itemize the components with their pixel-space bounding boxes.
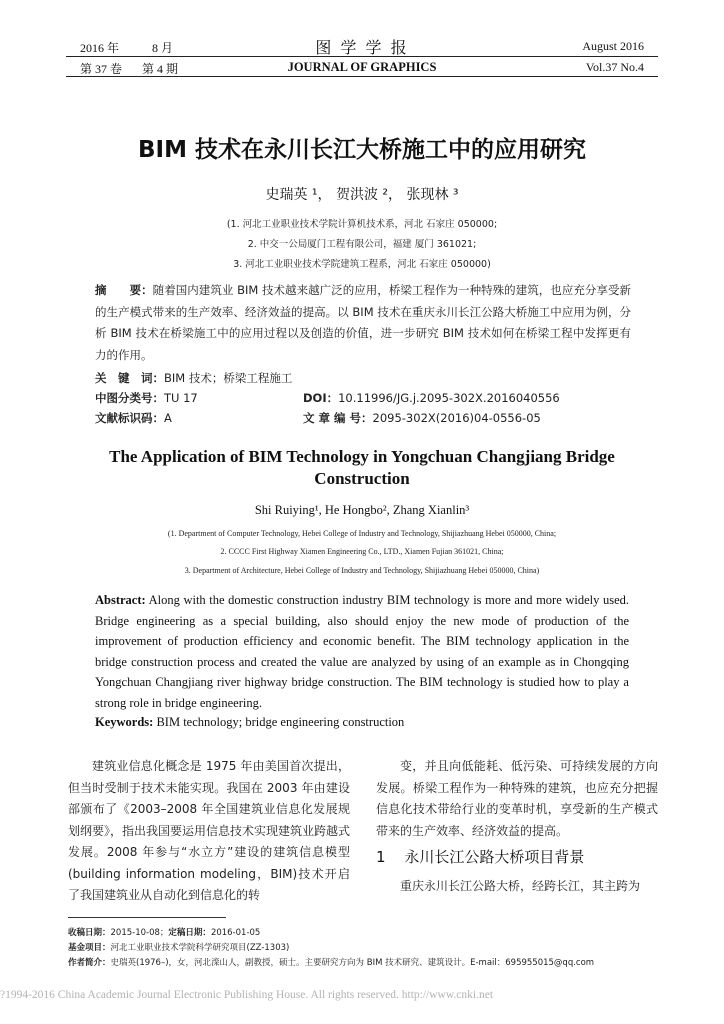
abstract-en-label: Abstract: <box>95 593 146 607</box>
authors-cn: 史瑞英 ¹， 贺洪波 ²， 张现林 ³ <box>265 187 459 203</box>
clc-label: 中图分类号： <box>95 391 164 405</box>
paper-title-en <box>0 446 724 490</box>
article-number-label: 文 章 编 号： <box>303 411 373 425</box>
header-vol-en: Vol.37 No.4 <box>585 60 644 74</box>
footnote-dates <box>68 926 260 938</box>
header-year: 2016 年 <box>80 41 120 55</box>
header-month: 8 月 <box>152 41 174 55</box>
received-label: 收稿日期： <box>68 928 111 938</box>
body-left-column: 建筑业信息化概念是 1975 年由美国首次提出，但当时受制于技术未能实现。我国在 2003 年由建设部颁布了《2003–2008 年全国建筑业信息化发展规划纲要》，指出我国要运用信息技术实现建筑业跨越式发展。2008 年参与“水立方”建设的建筑信息模型(building information modeling，BIM)技术开启了我国建筑业从自动化到信息化的转 <box>68 759 351 902</box>
abstract-en <box>95 590 629 713</box>
abstract-cn-text: 随着国内建筑业 BIM 技术越来越广泛的应用，桥梁工程作为一种特殊的建筑，也应充分享受新的生产模式带来的生产效率、经济效益的提高。以 BIM 技术在重庆永川长江公路大桥施工中应用为例，分析 BIM 技术在桥梁施工中的应用过程以及创造的价值，进一步研究 BIM 技术如何在桥梁工程中发挥更有力的作用。 <box>95 283 632 362</box>
author-bio-label: 作者简介： <box>68 958 111 968</box>
authors-en: Shi Ruiying¹, He Hongbo², Zhang Xianlin³ <box>254 503 470 517</box>
keywords-cn-label: 关 键 词： <box>95 371 164 385</box>
author-bio-text: 史瑞英(1976–)，女，河北滦山人，副教授，硕士。主要研究方向为 BIM 技术研究、建筑设计。E-mail：695955015@qq.com <box>110 958 595 968</box>
journal-title-en: JOURNAL OF GRAPHICS <box>287 60 437 74</box>
final-date: 2016-01-05 <box>210 928 261 938</box>
footnote-rule <box>68 917 226 918</box>
body-right-column-bottom: 重庆永川长江公路大桥，经跨长江，其主跨为 <box>400 879 641 893</box>
header-rule-bottom <box>66 76 658 77</box>
doi-label: DOI： <box>303 391 339 405</box>
header-rule-top <box>66 56 658 57</box>
affiliation-cn-2: 2. 中交一公局厦门工程有限公司，福建 厦门 361021; <box>247 239 477 250</box>
doi <box>303 388 560 410</box>
keywords-en-label: Keywords: <box>95 715 154 729</box>
article-number <box>303 408 541 430</box>
doc-code-label: 文献标识码： <box>95 411 164 425</box>
received-date: 2015-10-08； <box>110 928 169 938</box>
abstract-cn <box>95 280 631 366</box>
doc-code <box>95 408 172 430</box>
cnki-watermark: ?1994-2016 China Academic Journal Electronic Publishing House. All rights reserved. http://www.cnki.net <box>0 989 494 1001</box>
article-number-value: 2095-302X(2016)04-0556-05 <box>372 411 541 425</box>
fund-label: 基金项目： <box>68 943 111 953</box>
paper-title-en-line1: The Application of BIM Technology in Yongchuan Changjiang Bridge <box>109 447 615 466</box>
keywords-en-text: BIM technology; bridge engineering construction <box>156 715 405 729</box>
affiliation-cn-1: (1. 河北工业职业技术学院计算机技术系，河北 石家庄 050000; <box>226 219 498 230</box>
fund-text: 河北工业职业技术学院科学研究项目(ZZ-1303) <box>110 943 290 953</box>
affiliation-en-1: (1. Department of Computer Technology, Hebei College of Industry and Technology, Shijiazhuang Hebei 050000, China; <box>167 529 557 538</box>
paper-title-en-line2: Construction <box>314 469 410 488</box>
clc-code <box>95 388 198 410</box>
abstract-cn-label: 摘 要： <box>95 283 153 297</box>
abstract-en-text: Along with the domestic construction industry BIM technology is more and more widely used. Bridge engineering as a special building, also should enjoy the new mode of production of the improvement of production efficiency and economic benefit. The BIM technology application in the bridge construction process and created the value are analyzed by using of an example as in Chongqing Yongchuan Changjiang river highway bridge construction. The BIM technology is studied how to play a strong role in bridge engineering. <box>95 593 630 710</box>
keywords-en <box>95 712 404 733</box>
clc-value: TU 17 <box>164 391 198 405</box>
affiliation-cn-3: 3. 河北工业职业技术学院建筑工程系，河北 石家庄 050000) <box>233 259 491 270</box>
journal-title-cn: 图 学 学 报 <box>315 38 409 57</box>
keywords-cn-text: BIM 技术；桥梁工程施工 <box>164 371 293 385</box>
affiliation-en-3: 3. Department of Architecture, Hebei College of Industry and Technology, Shijiazhuang Hebei 050000, China) <box>184 566 540 575</box>
doc-code-value: A <box>164 411 172 425</box>
body-right-column-top: 变，并且向低能耗、低污染、可持续发展的方向发展。桥梁工程作为一种特殊的建筑，也应充分把握信息化技术带给行业的变革时机，享受新的生产模式带来的生产效率、经济效益的提高。 <box>376 759 658 838</box>
keywords-cn <box>95 368 292 390</box>
footnote-author <box>68 956 594 968</box>
section-1-title: 永川长江公路大桥项目背景 <box>404 848 585 866</box>
header-date-en: August 2016 <box>582 39 644 53</box>
paper-title-cn: BIM 技术在永川长江大桥施工中的应用研究 <box>138 137 586 163</box>
footnote-fund <box>68 941 289 953</box>
section-heading-1 <box>376 846 584 867</box>
header-volume-cn: 第 37 卷 <box>80 62 123 76</box>
affiliation-en-2: 2. CCCC First Highway Xiamen Engineering Co., LTD., Xiamen Fujian 361021, China; <box>220 547 504 556</box>
section-1-number: 1 <box>376 848 386 866</box>
header-issue-cn: 第 4 期 <box>142 62 179 76</box>
final-label: 定稿日期： <box>168 928 211 938</box>
doi-value: 10.11996/JG.j.2095-302X.2016040556 <box>338 391 560 405</box>
